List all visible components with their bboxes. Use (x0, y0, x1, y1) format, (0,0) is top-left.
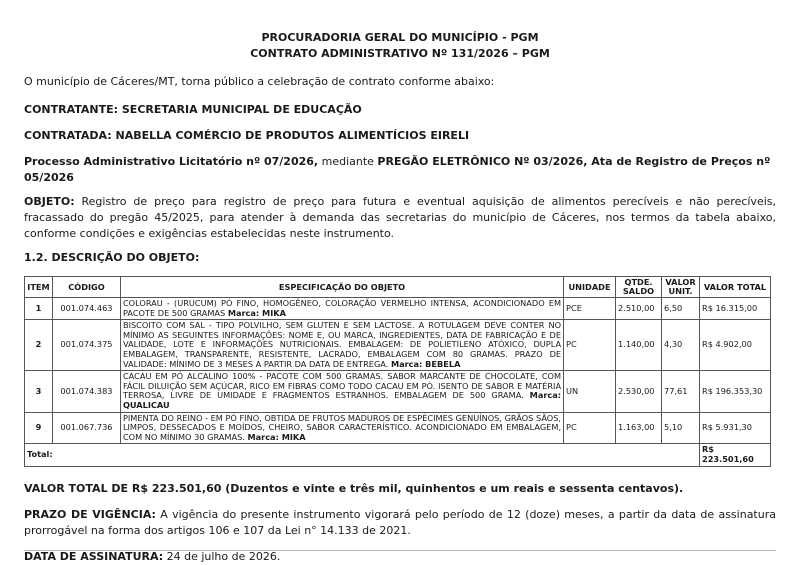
items-table (24, 276, 771, 467)
contratante-line: CONTRATANTE: SECRETARIA MUNICIPAL DE EDUCAÇÃO (24, 103, 362, 116)
item-qty: 1.163,00 (616, 412, 662, 444)
table-total-row (25, 444, 771, 466)
item-unit: PC (564, 412, 616, 444)
brand: Marca: BEBELA (390, 358, 461, 369)
item-spec (120, 320, 563, 371)
item-unit-price: 4,30 (662, 320, 700, 371)
spec-text: PIMENTA DO REINO - EM PÓ FINO, OBTIDA DE FRUTOS MADUROS DE ESPÉCIMES GENUÍNOS, GRÃOS SÃOS, LIMPOS, DESSECADOS E MOÍDOS, CHEIRO, SABOR CARACTERÍSTICO. ACONDICIONADO EM EMBALAGEM, COM NO MÍNIMO 30 GRAMAS. (122, 412, 562, 442)
item-qty: 2.510,00 (616, 298, 662, 320)
total-label: Total: (25, 444, 700, 466)
assinatura-label: DATA DE ASSINATURA: (24, 549, 164, 563)
contratada-line: CONTRATADA: NABELLA COMÉRCIO DE PRODUTOS ALIMENTÍCIOS EIRELI (24, 129, 470, 142)
item-number: 2 (25, 320, 53, 371)
table-row (25, 412, 771, 444)
item-unit: UN (564, 371, 616, 412)
total-value: R$ 223.501,60 (700, 444, 771, 466)
item-spec (120, 298, 563, 320)
table-header-row (25, 277, 771, 298)
col-qtde: QTDE. SALDO (616, 277, 662, 298)
processo-connector: mediante (318, 155, 378, 168)
item-qty: 1.140,00 (616, 320, 662, 371)
item-code: 001.067.736 (52, 412, 120, 444)
contract-page (24, 0, 776, 565)
item-total: R$ 16.315,00 (700, 298, 771, 320)
spec-text: COLORAU - (URUCUM) PÓ FINO, HOMOGÊNEO, COLORAÇÃO VERMELHO INTENSA, ACONDICIONADO EM PACOTE DE 500 GRAMAS (122, 298, 562, 318)
item-unit-price: 6,50 (662, 298, 700, 320)
col-unidade: UNIDADE (564, 277, 616, 298)
item-unit-price: 77,61 (662, 371, 700, 412)
brand: Marca: MIKA (227, 307, 286, 318)
item-number: 1 (25, 298, 53, 320)
item-code: 001.074.375 (52, 320, 120, 371)
objeto-text: Registro de preço para registro de preço para futura e eventual aquisição de alimentos perecíveis e não perecíveis, fracassado do pregão 45/2025, para atender à demanda das secretarias do município de Cáceres, nos termos da tabela abaixo, conforme condições e exigências estabelecidas neste instrumento. (24, 195, 776, 240)
header-subtitle: CONTRATO ADMINISTRATIVO Nº 131/2026 – PGM (250, 47, 550, 60)
item-total: R$ 196.353,30 (700, 371, 771, 412)
item-spec (120, 412, 563, 444)
bottom-divider (24, 550, 776, 551)
section-title: 1.2. DESCRIÇÃO DO OBJETO: (24, 251, 200, 264)
prazo-paragraph (24, 507, 776, 539)
brand: Marca: MIKA (247, 431, 306, 442)
col-valor-unit: VALOR UNIT. (662, 277, 700, 298)
brand: Marca: QUALICAU (122, 390, 562, 410)
prazo-text: A vigência do presente instrumento vigorará pelo período de 12 (doze) meses, a partir da data de assinatura prorrogável na forma dos artigos 106 e 107 da Lei n° 14.133 de 2021. (24, 507, 776, 537)
item-unit: PCE (564, 298, 616, 320)
item-number: 9 (25, 412, 53, 444)
item-code: 001.074.463 (52, 298, 120, 320)
item-qty: 2.530,00 (616, 371, 662, 412)
table-row (25, 298, 771, 320)
prazo-label: PRAZO DE VIGÊNCIA: (24, 507, 156, 521)
processo-number: Processo Administrativo Licitatório nº 07/2026, (24, 155, 319, 168)
col-item: ITEM (25, 277, 53, 298)
item-total: R$ 4.902,00 (700, 320, 771, 371)
valor-total-line: VALOR TOTAL DE R$ 223.501,60 (Duzentos e vinte e três mil, quinhentos e um reais e sessenta centavos). (24, 481, 684, 495)
intro-text: O município de Cáceres/MT, torna público a celebração de contrato conforme abaixo: (24, 75, 495, 88)
processo-line (24, 154, 776, 186)
objeto-label: OBJETO: (24, 195, 75, 208)
item-total: R$ 5.931,30 (700, 412, 771, 444)
table-row (25, 371, 771, 412)
col-valor-total: VALOR TOTAL (700, 277, 771, 298)
item-code: 001.074.383 (52, 371, 120, 412)
header-title: PROCURADORIA GERAL DO MUNICÍPIO - PGM (261, 31, 539, 44)
col-especificacao: ESPECIFICAÇÃO DO OBJETO (120, 277, 563, 298)
assinatura-text: 24 de julho de 2026. (163, 549, 281, 563)
item-unit: PC (564, 320, 616, 371)
item-spec (120, 371, 563, 412)
table-row (25, 320, 771, 371)
spec-text: CACAU EM PÓ ALCALINO 100% - PACOTE COM 500 GRAMAS. SABOR MARCANTE DE CHOCOLATE, COM FÁCIL DILUIÇÃO SEM AÇÚCAR, RICO EM FIBRAS COMO TODO CACAU EM PÓ. ISENTO DE SABOR E MATÉRIA TERROSA, LIVRE DE UMIDADE E FRAGMENTOS ESTRANHOS. EMBALAGEM DE 500 GRAMA. (122, 371, 562, 401)
objeto-paragraph (24, 194, 776, 242)
item-unit-price: 5,10 (662, 412, 700, 444)
item-number: 3 (25, 371, 53, 412)
col-codigo: CÓDIGO (52, 277, 120, 298)
spec-text: BISCOITO COM SAL - TIPO POLVILHO, SEM GLUTEN E SEM LACTOSE. A ROTULAGEM DEVE CONTER NO MÍNIMO AS SEGUINTES INFORMAÇÕES: NOME E, OU MARCA, INGREDIENTES, DATA DE FABRICAÇÃO E DE VALIDADE, LOTE E INFORMAÇÕES NUTRICIONAIS. EMBALAGEM: DE POLIETILENO ATÓXICO, DUPLA EMBALAGEM, TRANSPARENTE, RESISTENTE, LACRADO, EMBALAGEM COM 80 GRAMAS. PRAZO DE VALIDADE: MÍNIMO DE 3 MESES A PARTIR DA DATA DE ENTREGA. (122, 320, 562, 369)
pregao-ata: PREGÃO ELETRÔNICO Nº 03/2026, Ata de Registro de Preços nº 05/2026 (24, 155, 771, 184)
